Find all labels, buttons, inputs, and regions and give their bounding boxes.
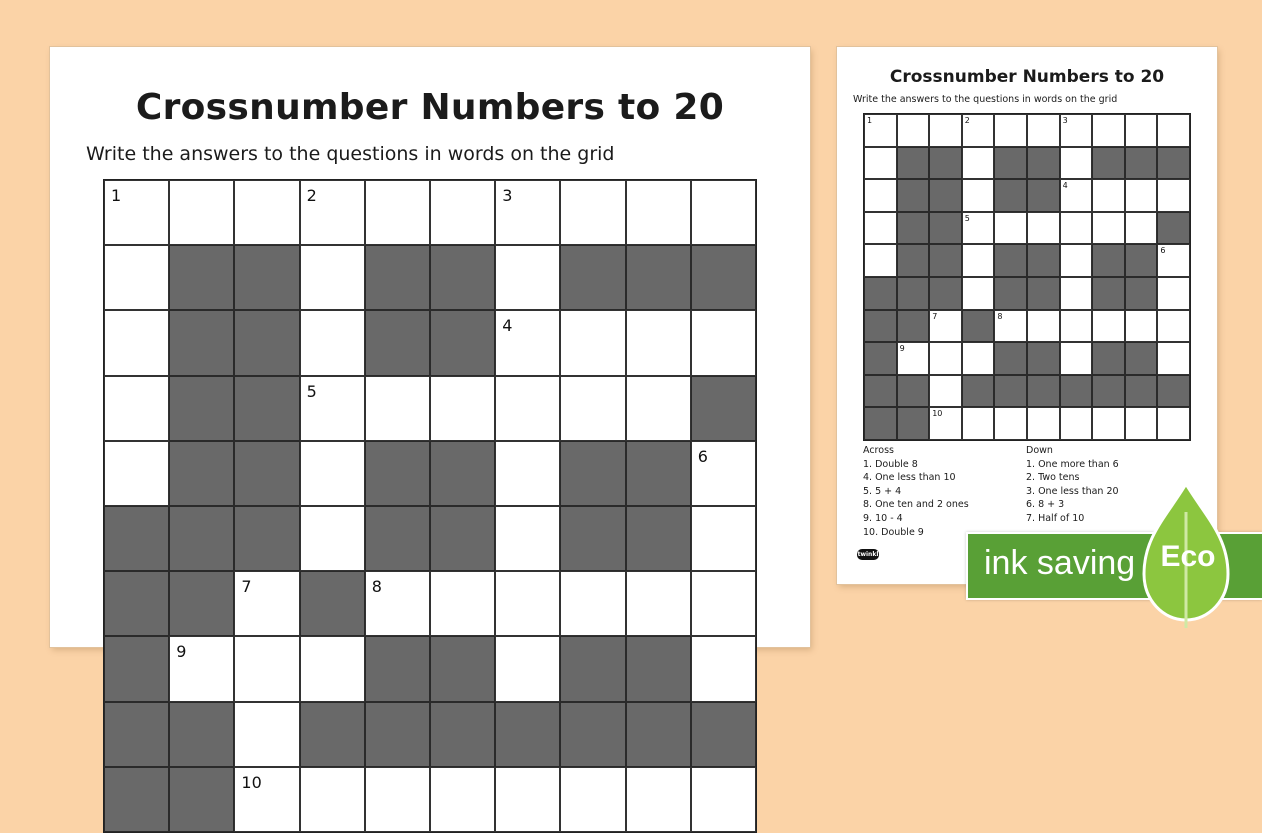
grid-cell [1157,407,1190,440]
crossnumber-grid [103,179,757,833]
grid-cell-shaded [1092,244,1125,277]
grid-cell [626,571,691,636]
grid-cell [1125,310,1158,343]
grid-cell-shaded [234,245,299,310]
grid-cell [430,571,495,636]
clue-item: 4. One less than 10 [863,472,956,484]
grid-cell-shaded [1027,277,1060,310]
grid-cell-shaded [929,244,962,277]
grid-cell-shaded [430,702,495,767]
grid-cell [1157,244,1190,277]
grid-cell-shaded [864,277,897,310]
grid-cell [365,767,430,832]
grid-cell-shaded [365,636,430,701]
grid-cell-shaded [929,212,962,245]
grid-cell-shaded [626,245,691,310]
grid-cell [234,767,299,832]
grid-cell-shaded [897,310,930,343]
grid-cell-shaded [365,441,430,506]
grid-cell [897,342,930,375]
grid-cell [962,277,995,310]
grid-cell-shaded [1092,375,1125,408]
grid-cell [495,310,560,375]
grid-cell [560,180,625,245]
grid-cell-shaded [626,702,691,767]
worksheet-instructions: Write the answers to the questions in words on the grid [86,143,615,165]
grid-cell-shaded [1060,375,1093,408]
grid-cell [1060,179,1093,212]
grid-cell [962,179,995,212]
grid-cell-shaded [560,702,625,767]
grid-cell [234,180,299,245]
grid-cell-shaded [691,376,756,441]
clue-number: 7 [241,577,252,597]
grid-cell [430,767,495,832]
worksheet-title: Crossnumber Numbers to 20 [135,87,725,128]
grid-cell-shaded [691,245,756,310]
grid-cell [691,180,756,245]
grid-cell [929,310,962,343]
grid-cell [994,114,1027,147]
grid-cell-shaded [365,506,430,571]
grid-cell [897,114,930,147]
grid-cell-shaded [1125,277,1158,310]
grid-cell [962,244,995,277]
grid-cell-shaded [495,702,560,767]
clue-item: 7. Half of 10 [1026,512,1085,524]
grid-cell-shaded [169,376,234,441]
grid-cell-shaded [560,636,625,701]
grid-cell-shaded [929,277,962,310]
grid-cell-shaded [994,179,1027,212]
grid-cell [300,767,365,832]
grid-cell [300,376,365,441]
clue-item: 1. Double 8 [863,458,918,470]
grid-cell-shaded [691,702,756,767]
clue-number: 5 [964,213,970,223]
clue-number: 6 [1160,246,1166,256]
grid-cell [560,767,625,832]
grid-cell-shaded [104,702,169,767]
grid-cell [104,310,169,375]
grid-cell-shaded [365,245,430,310]
grid-cell [1125,212,1158,245]
grid-cell [169,180,234,245]
grid-cell [495,441,560,506]
clue-number: 3 [502,186,513,205]
grid-cell [864,147,897,180]
grid-cell-shaded [1027,179,1060,212]
clue-number: 4 [1062,181,1068,191]
grid-cell [691,767,756,832]
grid-cell [1060,310,1093,343]
clue-item: 3. One less than 20 [1026,485,1119,497]
grid-cell [1060,114,1093,147]
grid-cell [1092,179,1125,212]
grid-cell [626,310,691,375]
grid-cell [1060,277,1093,310]
clue-number: 1 [111,186,122,205]
grid-cell-shaded [897,179,930,212]
grid-cell [495,767,560,832]
grid-cell-shaded [897,277,930,310]
grid-cell-shaded [1157,212,1190,245]
grid-cell [929,375,962,408]
grid-cell [864,114,897,147]
grid-cell [929,114,962,147]
grid-cell [234,702,299,767]
grid-cell-shaded [560,506,625,571]
grid-cell-shaded [994,375,1027,408]
grid-cell-shaded [897,212,930,245]
grid-cell-shaded [169,571,234,636]
grid-cell [234,571,299,636]
grid-cell [495,245,560,310]
grid-cell [1027,310,1060,343]
grid-cell [994,212,1027,245]
grid-cell [691,506,756,571]
worksheet-instructions: Write the answers to the questions in words on the grid [853,94,1118,105]
clue-number: 2 [964,116,970,125]
grid-cell [1125,407,1158,440]
grid-cell-shaded [1027,375,1060,408]
clue-number: 8 [997,311,1003,321]
grid-cell-shaded [169,310,234,375]
grid-cell-shaded [104,506,169,571]
grid-cell-shaded [169,441,234,506]
grid-cell [1092,310,1125,343]
grid-cell-shaded [864,342,897,375]
ink-saving-label: ink saving [984,544,1136,582]
grid-cell [962,114,995,147]
twinkl-logo: twinkl [857,551,879,558]
grid-cell-shaded [234,376,299,441]
clue-item: 5. 5 + 4 [863,485,902,497]
grid-cell [430,180,495,245]
grid-cell [300,441,365,506]
grid-cell [626,767,691,832]
grid-cell [104,245,169,310]
grid-cell [962,147,995,180]
grid-cell-shaded [864,407,897,440]
grid-cell [691,571,756,636]
grid-cell-shaded [430,636,495,701]
grid-cell-shaded [430,310,495,375]
grid-cell-shaded [994,244,1027,277]
grid-cell-shaded [300,702,365,767]
clue-item: 1. One more than 6 [1026,458,1119,470]
grid-cell [560,376,625,441]
grid-cell [1157,277,1190,310]
grid-cell-shaded [365,310,430,375]
grid-cell [495,506,560,571]
grid-cell [929,342,962,375]
crossnumber-grid [863,113,1191,441]
grid-cell-shaded [430,441,495,506]
grid-cell [365,571,430,636]
clue-number: 6 [697,446,708,466]
clue-item: 2. Two tens [1026,472,1080,484]
grid-cell-shaded [1027,244,1060,277]
grid-cell [1157,179,1190,212]
grid-cell [626,180,691,245]
grid-cell-shaded [864,375,897,408]
clue-number: 3 [1062,116,1068,125]
grid-cell [994,407,1027,440]
grid-cell [1027,407,1060,440]
grid-cell [962,212,995,245]
grid-cell [691,441,756,506]
grid-cell-shaded [169,245,234,310]
grid-cell [864,212,897,245]
clue-number: 7 [932,311,938,321]
grid-cell-shaded [169,767,234,832]
grid-cell [1060,244,1093,277]
grid-cell [1092,212,1125,245]
grid-cell [300,506,365,571]
grid-cell-shaded [104,571,169,636]
grid-cell [962,342,995,375]
grid-cell [495,636,560,701]
grid-cell [365,180,430,245]
grid-cell [300,636,365,701]
grid-cell-shaded [929,179,962,212]
clue-number: 4 [502,316,513,336]
clue-number: 9 [899,344,905,354]
grid-cell-shaded [560,245,625,310]
grid-cell-shaded [1125,147,1158,180]
grid-cell-shaded [864,310,897,343]
grid-cell-shaded [234,506,299,571]
grid-cell-shaded [1125,375,1158,408]
grid-cell-shaded [929,147,962,180]
grid-cell [691,310,756,375]
grid-cell [626,376,691,441]
grid-cell-shaded [1125,244,1158,277]
grid-cell-shaded [897,244,930,277]
grid-cell-shaded [1157,375,1190,408]
clue-item: 6. 8 + 3 [1026,499,1065,511]
across-heading: Across [863,445,894,456]
grid-cell [104,441,169,506]
grid-cell-shaded [1157,147,1190,180]
grid-cell-shaded [1027,342,1060,375]
grid-cell [864,179,897,212]
grid-cell [495,571,560,636]
grid-cell [560,571,625,636]
clue-number: 5 [306,381,317,401]
clue-number: 9 [176,642,187,662]
grid-cell [1060,212,1093,245]
grid-cell [300,245,365,310]
down-heading: Down [1026,445,1053,456]
grid-cell [864,244,897,277]
clue-number: 10 [932,409,943,419]
grid-cell [234,636,299,701]
grid-cell-shaded [430,506,495,571]
grid-cell [1092,114,1125,147]
grid-cell [1125,179,1158,212]
grid-cell-shaded [104,636,169,701]
grid-cell-shaded [994,342,1027,375]
grid-cell [300,310,365,375]
grid-cell [430,376,495,441]
grid-cell [495,180,560,245]
grid-cell-shaded [1092,342,1125,375]
grid-cell [1060,147,1093,180]
grid-cell-shaded [897,147,930,180]
grid-cell-shaded [994,277,1027,310]
clue-number: 10 [241,772,262,792]
grid-cell [929,407,962,440]
grid-cell [1157,310,1190,343]
grid-cell-shaded [234,310,299,375]
across-clues [863,444,969,539]
grid-cell [560,310,625,375]
clue-number: 1 [867,116,873,125]
worksheet-preview-large [50,47,810,792]
grid-cell [1092,407,1125,440]
clue-item: 10. Double 9 [863,526,924,538]
grid-cell-shaded [169,506,234,571]
grid-cell-shaded [300,571,365,636]
grid-cell-shaded [1092,277,1125,310]
clue-number: 8 [371,577,382,597]
grid-cell [104,376,169,441]
grid-cell-shaded [897,375,930,408]
grid-cell [1157,114,1190,147]
clue-number: 2 [306,186,317,205]
grid-cell-shaded [962,310,995,343]
worksheet-title: Crossnumber Numbers to 20 [889,67,1165,87]
grid-cell [691,636,756,701]
grid-cell [1157,342,1190,375]
grid-cell-shaded [626,506,691,571]
grid-cell-shaded [104,767,169,832]
grid-cell [1027,114,1060,147]
grid-cell-shaded [234,441,299,506]
grid-cell-shaded [560,441,625,506]
grid-cell-shaded [626,441,691,506]
grid-cell [994,310,1027,343]
grid-cell [300,180,365,245]
grid-cell [169,636,234,701]
grid-cell-shaded [169,702,234,767]
grid-cell [1060,342,1093,375]
grid-cell-shaded [1092,147,1125,180]
grid-cell [1125,114,1158,147]
grid-cell-shaded [1027,147,1060,180]
grid-cell-shaded [897,407,930,440]
grid-cell [962,407,995,440]
grid-cell [1060,407,1093,440]
grid-cell [1027,212,1060,245]
down-clues [1026,444,1119,526]
grid-cell [495,376,560,441]
grid-cell-shaded [1125,342,1158,375]
eco-label: Eco [1160,540,1216,573]
clue-item: 9. 10 - 4 [863,512,903,524]
grid-cell [365,376,430,441]
grid-cell-shaded [626,636,691,701]
grid-cell-shaded [430,245,495,310]
grid-cell [104,180,169,245]
clue-item: 8. One ten and 2 ones [863,499,969,511]
grid-cell-shaded [994,147,1027,180]
grid-cell-shaded [962,375,995,408]
grid-cell-shaded [365,702,430,767]
